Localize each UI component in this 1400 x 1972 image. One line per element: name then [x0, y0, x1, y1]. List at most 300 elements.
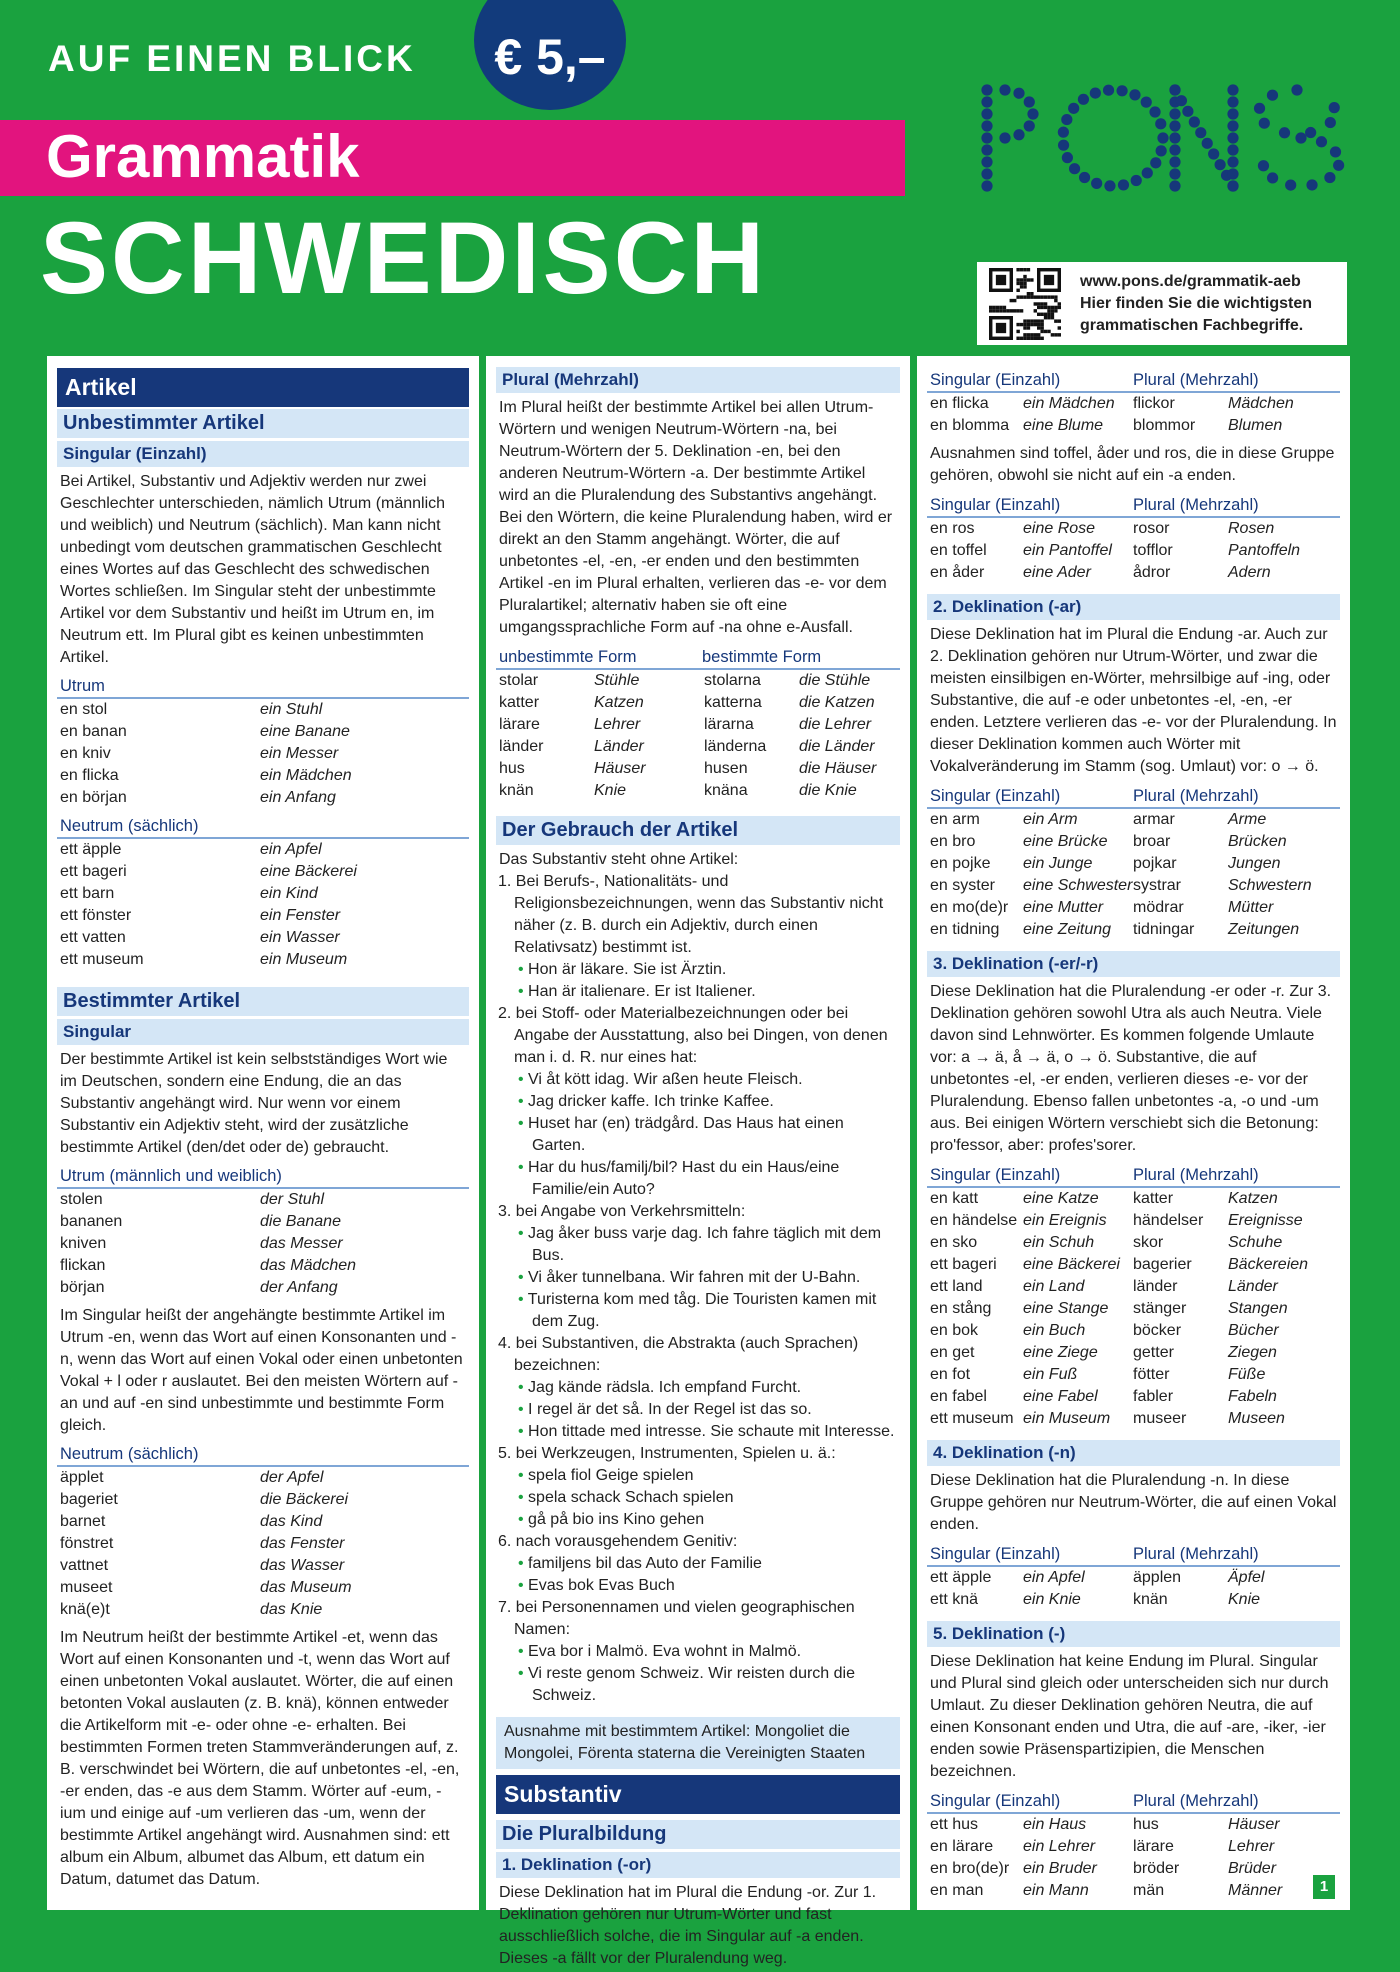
- header-cell: Plural (Mehrzahl): [1133, 371, 1259, 389]
- example-item: • Vi reste genom Schweiz. Wir reisten durch die Schweiz.: [496, 1663, 900, 1707]
- logo-dot: [1330, 146, 1341, 157]
- paragraph: Der bestimmte Artikel ist kein selbstständiges Wort wie im Deutschen, sondern eine Endung, die an das Substantiv angehängt wird. Nur wenn vor einem Substantiv ein Adjektiv steht, wird der zusätzliche bestimmte Artikel (den/det oder de) gebraucht.: [60, 1051, 448, 1156]
- logo-dot: [1068, 103, 1079, 114]
- table-cell: länderna: [704, 738, 767, 755]
- table-row: [60, 1533, 467, 1555]
- table-cell: eine Katze: [1023, 1190, 1099, 1207]
- qr-cell: [1037, 337, 1040, 340]
- header-cell: Plural (Mehrzahl): [1133, 787, 1259, 805]
- qr-cell: [996, 275, 1006, 285]
- table-row: [499, 670, 898, 692]
- table-cell: Katzen: [594, 694, 644, 711]
- logo-dot: [1141, 97, 1152, 108]
- table-row: [60, 927, 467, 949]
- table-cell: Museen: [1228, 1410, 1285, 1427]
- logo-dot: [1091, 178, 1102, 189]
- table-cell: Mädchen: [1228, 395, 1294, 412]
- qr-cell: [1030, 292, 1033, 295]
- logo-dot: [1227, 108, 1238, 119]
- table-row: [930, 1814, 1338, 1836]
- table-cell: stolen: [60, 1191, 103, 1208]
- table-cell: eine Schwester: [1023, 877, 1133, 894]
- qr-cell: [1030, 319, 1033, 322]
- table-cell: eine Blume: [1023, 417, 1104, 434]
- example-item: • Han är italienare. Er ist Italiener.: [496, 981, 900, 1003]
- qr-cell: [1054, 319, 1057, 322]
- logo-dot: [1227, 156, 1238, 167]
- example-item: • Jag kände rädsla. Ich empfand Furcht.: [496, 1377, 900, 1399]
- logo-dot: [1325, 117, 1336, 128]
- table-cell: bananen: [60, 1213, 123, 1230]
- table-cell: en händelse: [930, 1212, 1018, 1229]
- exception-note: Ausnahme mit bestimmtem Artikel: Mongoliet die Mongolei, Förenta staterna die Vereinigten Staaten: [496, 1717, 900, 1769]
- table-row: [60, 1577, 467, 1599]
- table-row: [60, 1555, 467, 1577]
- logo-dot: [1182, 106, 1193, 117]
- table-row: [930, 919, 1338, 941]
- table-row: [930, 1254, 1338, 1276]
- qr-cell: [989, 268, 992, 292]
- table-row: [930, 393, 1338, 415]
- qr-cell: [1047, 330, 1050, 333]
- qr-cell: [1027, 268, 1030, 271]
- logo-dot: [1291, 84, 1302, 95]
- header-cell: Singular (Einzahl): [930, 496, 1061, 514]
- header-cell: bestimmte Form: [702, 648, 822, 666]
- qr-cell: [1030, 278, 1033, 281]
- section-heading: Artikel: [57, 368, 469, 407]
- table-row: [930, 415, 1338, 437]
- logo-dot: [1267, 172, 1278, 183]
- table-cell: en arm: [930, 811, 980, 828]
- example-item: • Eva bor i Malmö. Eva wohnt in Malmö.: [496, 1641, 900, 1663]
- table-cell: Stangen: [1228, 1300, 1288, 1317]
- table-cell: en början: [60, 789, 127, 806]
- qr-cell: [1023, 275, 1026, 278]
- qr-cell: [1037, 333, 1040, 336]
- paragraph: Im Neutrum heißt der bestimmte Artikel -et, wenn das Wort auf einen Konsonanten und -t, wenn das Wort auf einen unbetonten Vokal auslautet. Wörter, die auf einen betonten Vokal auslauten (z. B. knä), können entweder die Artikelform mit -e- oder ohne -e- erhalten. Bei bestimmten Formen treten Stammveränderungen auf, z. B. verschwindet bei Wörtern, die auf unbetontes -el, -en, -er enden, das -e aus dem Stamm. Wörter auf -eum, -ium und einige auf -um verlieren das -um, wenn der bestimmte Artikel angehängt wird. Ausnahmen sind: ett album ein Album, albumet das Album, ett datum ein Datum, datumet das Datum.: [60, 1629, 460, 1888]
- qr-cell: [996, 306, 999, 309]
- list-item: 2. bei Stoff- oder Materialbezeichnungen oder bei Angabe der Ausstattung, also bei Dingen, von denen man i. d. R. nur eines hat:: [498, 1005, 888, 1066]
- table-cell: Stühle: [594, 672, 640, 689]
- table-row: [499, 736, 898, 758]
- table-row: [930, 1386, 1338, 1408]
- qr-cell: [1044, 330, 1047, 333]
- table-row: [499, 758, 898, 780]
- table-cell: ett äpple: [60, 841, 122, 858]
- qr-cell: [1058, 326, 1061, 329]
- table-cell: fötter: [1133, 1366, 1170, 1383]
- table-cell: ein Museum: [1023, 1410, 1111, 1427]
- qr-cell: [1054, 333, 1057, 336]
- table-cell: ett äpple: [930, 1569, 992, 1586]
- qr-cell: [1030, 337, 1033, 340]
- qr-cell: [1023, 333, 1026, 336]
- logo-dot: [1169, 132, 1180, 143]
- table-cell: Ziegen: [1228, 1344, 1277, 1361]
- table-cell: die Katzen: [799, 694, 875, 711]
- qr-cell: [1034, 323, 1037, 326]
- logo-dot: [1142, 167, 1153, 178]
- table-cell: das Knie: [260, 1601, 323, 1618]
- qr-cell: [1034, 309, 1037, 312]
- table-cell: eine Zeitung: [1023, 921, 1112, 938]
- table-row: [930, 1858, 1338, 1880]
- logo-dot: [1149, 106, 1160, 117]
- table-cell: en bok: [930, 1322, 979, 1339]
- table-header: [496, 645, 900, 670]
- table-cell: eine Mutter: [1023, 899, 1104, 916]
- qr-cell: [1023, 268, 1026, 271]
- declension-table: [927, 809, 1340, 943]
- logo-dot: [1169, 108, 1180, 119]
- logo-dot: [1027, 108, 1038, 119]
- subheading: 2. Deklination (-ar): [927, 594, 1340, 620]
- table-cell: ein Mann: [1023, 1882, 1089, 1899]
- qr-cell: [1034, 302, 1037, 305]
- table-cell: en ros: [930, 520, 975, 537]
- subheading: 4. Deklination (-n): [927, 1440, 1340, 1466]
- example-item: • Jag dricker kaffe. Ich trinke Kaffee.: [496, 1091, 900, 1113]
- qr-cell: [1034, 337, 1037, 340]
- example-item: • Evas bok Evas Buch: [496, 1575, 900, 1597]
- table-cell: bröder: [1133, 1860, 1180, 1877]
- table-cell: Brücken: [1228, 833, 1287, 850]
- table-row: [930, 1320, 1338, 1342]
- table-cell: ein Wasser: [260, 929, 340, 946]
- logo-dot: [1013, 129, 1024, 140]
- logo-dot: [1079, 172, 1090, 183]
- qr-cell: [1047, 306, 1050, 309]
- logo-dot: [1227, 132, 1238, 143]
- qr-cell: [1040, 313, 1043, 316]
- qr-cell: [1020, 285, 1023, 288]
- table-cell: en fot: [930, 1366, 971, 1383]
- paragraph: Diese Deklination hat keine Endung im Plural. Singular und Plural sind gleich oder unterscheiden sich nur durch Umlaut. Zu dieser Deklination gehören Neutra, die auf einen Konsonant enden und Utra, die auf -are, -iker, -ier enden sowie Präsenspartizipien, die Menschen bezeichnen.: [930, 1653, 1329, 1780]
- table-cell: stolar: [499, 672, 539, 689]
- qr-cell: [1037, 313, 1040, 316]
- qr-cell: [1044, 302, 1047, 305]
- table-cell: en kniv: [60, 745, 111, 762]
- qr-cell: [1020, 309, 1023, 312]
- table-cell: ett museum: [60, 951, 144, 968]
- logo-dot: [1062, 152, 1073, 163]
- qr-cell: [1027, 278, 1030, 281]
- qr-cell: [996, 309, 999, 312]
- table-cell: ein Haus: [1023, 1816, 1087, 1833]
- table-cell: en lärare: [930, 1838, 994, 1855]
- qr-cell: [1016, 278, 1019, 281]
- table-cell: museer: [1133, 1410, 1187, 1427]
- table-cell: en blomma: [930, 417, 1010, 434]
- subheading: 1. Deklination (-or): [496, 1852, 900, 1878]
- logo-dot: [981, 156, 992, 167]
- logo-dot: [1058, 140, 1069, 151]
- table-cell: der Stuhl: [260, 1191, 325, 1208]
- qr-cell: [1023, 323, 1026, 326]
- table-cell: eine Fabel: [1023, 1388, 1098, 1405]
- qr-cell: [1040, 306, 1043, 309]
- qr-cell: [1051, 313, 1054, 316]
- table-cell: lärare: [1133, 1838, 1174, 1855]
- page-number: 1: [1313, 1875, 1335, 1899]
- logo-dot: [1169, 84, 1180, 95]
- table-cell: ett land: [930, 1278, 983, 1295]
- word-table: [57, 839, 469, 973]
- logo-dot: [1189, 116, 1200, 127]
- table-cell: ett fönster: [60, 907, 132, 924]
- cover-header: [0, 0, 1400, 350]
- paragraph: Diese Deklination hat die Pluralendung -n. In diese Gruppe gehören nur Neutrum-Wörter, die auf einen Vokal enden.: [930, 1472, 1337, 1533]
- example-item: • Turisterna kom med tåg. Die Touristen kamen mit dem Zug.: [496, 1289, 900, 1333]
- table-row: [930, 1408, 1338, 1430]
- table-row: [60, 1277, 467, 1299]
- logo-dot: [1157, 132, 1168, 143]
- table-cell: Länder: [594, 738, 644, 755]
- table-cell: Schwestern: [1228, 877, 1312, 894]
- table-row: [930, 1232, 1338, 1254]
- table-row: [930, 831, 1338, 853]
- table-row: [60, 1211, 467, 1233]
- table-row: [930, 853, 1338, 875]
- table-cell: das Mädchen: [260, 1257, 357, 1274]
- example-item: • familjens bil das Auto der Familie: [496, 1553, 900, 1575]
- subheading: 5. Deklination (-): [927, 1621, 1340, 1647]
- qr-cell: [1054, 306, 1057, 309]
- table-row: [930, 875, 1338, 897]
- table-cell: Katzen: [1228, 1190, 1278, 1207]
- qr-cell: [1044, 316, 1047, 319]
- header-cell: Singular (Einzahl): [930, 1545, 1061, 1563]
- qr-cell: [1016, 295, 1019, 298]
- table-header: [927, 784, 1340, 809]
- qr-cell: [1016, 309, 1019, 312]
- table-row: [930, 1276, 1338, 1298]
- table-cell: en åder: [930, 564, 985, 581]
- paragraph: Ausnahmen sind toffel, åder und ros, die in diese Gruppe gehören, obwohl sie nicht auf ein -a enden.: [930, 445, 1335, 484]
- qr-cell: [1047, 295, 1050, 298]
- header-cell: unbestimmte Form: [499, 648, 637, 666]
- qr-cell: [1034, 295, 1037, 298]
- table-cell: getter: [1133, 1344, 1174, 1361]
- logo-dot: [981, 180, 992, 191]
- table-cell: armar: [1133, 811, 1175, 828]
- table-cell: ein Mädchen: [260, 767, 352, 784]
- table-row: [60, 839, 467, 861]
- table-cell: Rosen: [1228, 520, 1275, 537]
- table-cell: systrar: [1133, 877, 1181, 894]
- logo-dot: [999, 84, 1010, 95]
- logo-dot: [1227, 180, 1238, 191]
- qr-cell: [1054, 299, 1057, 302]
- table-cell: Länder: [1228, 1278, 1278, 1295]
- qr-cell: [1027, 292, 1030, 295]
- logo-dot: [1295, 132, 1306, 143]
- paragraph: Bei Artikel, Substantiv und Adjektiv werden nur zwei Geschlechter unterschieden, nämlich Utrum (männlich und weiblich) und Neutrum (sächlich). Man kann nicht unbedingt vom deutschen grammatischen Geschlecht eines Wortes auf das Geschlecht des schwedischen Wortes schließen. Im Singular steht der unbestimmte Artikel vor dem Substantiv und heißt im Utrum en, im Neutrum ett. Im Plural gibt es keinen unbestimmten Artikel.: [60, 473, 446, 666]
- logo-dot: [1215, 159, 1226, 170]
- table-cell: ein Messer: [260, 745, 339, 762]
- table-row: [60, 743, 467, 765]
- table-cell: knän: [1133, 1591, 1168, 1608]
- table-header: [927, 493, 1340, 518]
- table-cell: skor: [1133, 1234, 1164, 1251]
- list-item: 6. nach vorausgehendem Genitiv:: [498, 1533, 738, 1550]
- table-cell: böcker: [1133, 1322, 1182, 1339]
- table-row: [60, 905, 467, 927]
- table-row: [60, 787, 467, 809]
- logo-dot: [1258, 160, 1269, 171]
- qr-cell: [1023, 337, 1026, 340]
- qr-cell: [1010, 268, 1013, 292]
- table-cell: ein Land: [1023, 1278, 1085, 1295]
- table-cell: ein Stuhl: [260, 701, 323, 718]
- qr-cell: [1016, 268, 1019, 271]
- header-cell: Singular (Einzahl): [930, 1166, 1061, 1184]
- qr-cell: [1023, 285, 1026, 288]
- subheading: Plural (Mehrzahl): [496, 367, 900, 393]
- table-row: [60, 949, 467, 971]
- qr-cell: [1044, 313, 1047, 316]
- table-cell: Mütter: [1228, 899, 1274, 916]
- header-cell: Singular (Einzahl): [930, 371, 1061, 389]
- word-table: [57, 1467, 469, 1623]
- table-cell: hus: [1133, 1816, 1159, 1833]
- logo-dot: [1316, 136, 1327, 147]
- qr-cell: [1037, 306, 1040, 309]
- qr-cell: [1058, 306, 1061, 309]
- table-cell: en toffel: [930, 542, 987, 559]
- table-row: [930, 1589, 1338, 1611]
- table-cell: ein Junge: [1023, 855, 1093, 872]
- qr-text: [1080, 271, 1312, 337]
- page-title: Grammatik: [46, 123, 360, 190]
- table-cell: en sko: [930, 1234, 978, 1251]
- qr-cell: [989, 268, 1013, 271]
- qr-cell: [1058, 319, 1061, 322]
- table-cell: das Museum: [260, 1579, 352, 1596]
- table-cell: lärare: [499, 716, 540, 733]
- logo-dot: [1104, 180, 1115, 191]
- qr-cell: [1010, 316, 1013, 340]
- logo-dot: [981, 84, 992, 95]
- qr-cell: [1044, 295, 1047, 298]
- qr-cell: [1037, 302, 1040, 305]
- qr-cell: [1027, 323, 1030, 326]
- logo-dot: [1156, 145, 1167, 156]
- logo-dot: [1169, 120, 1180, 131]
- table-cell: eine Ader: [1023, 564, 1091, 581]
- logo-dot: [1024, 120, 1035, 131]
- table-cell: tofflor: [1133, 542, 1173, 559]
- paragraph: Das Substantiv steht ohne Artikel:: [499, 851, 739, 868]
- table-cell: bagerier: [1133, 1256, 1192, 1273]
- table-cell: ein Mädchen: [1023, 395, 1115, 412]
- table-row: [60, 1233, 467, 1255]
- table-cell: Häuser: [594, 760, 646, 777]
- qr-cell: [1016, 289, 1019, 292]
- table-cell: händelser: [1133, 1212, 1204, 1229]
- table-cell: hus: [499, 760, 525, 777]
- section-heading: Substantiv: [496, 1775, 900, 1814]
- logo-dot: [981, 144, 992, 155]
- logo-dot: [1254, 103, 1265, 114]
- table-cell: ein Museum: [260, 951, 348, 968]
- table-cell: die Knie: [799, 782, 857, 799]
- qr-cell: [1023, 278, 1026, 281]
- table-row: [60, 1255, 467, 1277]
- qr-cell: [1054, 309, 1057, 312]
- table-row: [60, 861, 467, 883]
- logo-dot: [1058, 127, 1069, 138]
- qr-code-icon[interactable]: [989, 268, 1061, 340]
- table-cell: en banan: [60, 723, 127, 740]
- logo-dot: [1176, 95, 1187, 106]
- logo-dot: [1267, 90, 1278, 101]
- url-text-1: Hier finden Sie die wichtigsten: [1080, 295, 1313, 312]
- logo-dot: [1202, 138, 1213, 149]
- list-item: 7. bei Personennamen und vielen geographischen Namen:: [498, 1599, 855, 1638]
- qr-cell: [1013, 309, 1016, 312]
- logo-dot: [1155, 118, 1166, 129]
- table-row: [930, 1880, 1338, 1902]
- qr-cell: [1054, 295, 1057, 298]
- table-cell: ein Anfang: [260, 789, 336, 806]
- url-link[interactable]: www.pons.de/grammatik-aeb: [1080, 273, 1301, 290]
- qr-cell: [1037, 268, 1061, 271]
- table-cell: knäna: [704, 782, 748, 799]
- logo-dot: [1116, 85, 1127, 96]
- qr-cell: [1040, 302, 1043, 305]
- table-row: [930, 540, 1338, 562]
- usage-list: [496, 871, 900, 1707]
- qr-cell: [999, 309, 1002, 312]
- qr-info-box[interactable]: [977, 262, 1347, 345]
- table-cell: die Bäckerei: [260, 1491, 349, 1508]
- table-row: [499, 692, 898, 714]
- table-cell: ett museum: [930, 1410, 1014, 1427]
- table-cell: ein Ereignis: [1023, 1212, 1107, 1229]
- table-label: Utrum (männlich und weiblich): [57, 1164, 469, 1189]
- table-row: [60, 1511, 467, 1533]
- logo-dot: [1329, 102, 1340, 113]
- table-row: [60, 883, 467, 905]
- logo-dot: [1150, 157, 1161, 168]
- table-cell: ein Pantoffel: [1023, 542, 1112, 559]
- table-row: [60, 1489, 467, 1511]
- example-item: • Har du hus/familj/bil? Hast du ein Haus/eine Familie/ein Auto?: [496, 1157, 900, 1201]
- example-item: • spela fiol Geige spielen: [496, 1465, 900, 1487]
- qr-cell: [1037, 289, 1061, 292]
- logo-dot: [1306, 179, 1317, 190]
- table-cell: katterna: [704, 694, 762, 711]
- qr-cell: [1027, 326, 1030, 329]
- qr-cell: [992, 309, 995, 312]
- subsection-heading: Der Gebrauch der Artikel: [496, 816, 900, 845]
- qr-cell: [1027, 337, 1030, 340]
- logo-dot: [981, 132, 992, 143]
- table-cell: knän: [499, 782, 534, 799]
- qr-cell: [999, 306, 1002, 309]
- table-cell: ein Apfel: [260, 841, 322, 858]
- table-cell: en mo(de)r: [930, 899, 1009, 916]
- table-cell: Häuser: [1228, 1816, 1280, 1833]
- paragraph: Diese Deklination hat im Plural die Endung -ar. Auch zur 2. Deklination gehören nur Utrum-Wörter, und zwar die meisten einsilbigen en-Wörter, mehrsilbige auf -ing, oder Substantive, die auf -e oder unbetontes -el, -en, -er enden. Letztere verlieren das -e- vor der Pluralendung. In dieser Deklination kommen auch Wörter mit Vokalveränderung im Stamm (sog. Umlaut) vor: o → ö.: [930, 626, 1337, 775]
- table-cell: mödrar: [1133, 899, 1184, 916]
- paragraph: Diese Deklination hat die Pluralendung -er oder -r. Zur 3. Deklination gehören sowohl Utra als auch Neutra. Viele davon sind Lehnwörter. Es kommen folgende Umlaute vor: a → ä, å → ä, o → ö. Substantive, die auf unbetontes -el, -er enden, verlieren dieses -e- vor der Pluralendung. Ebenso fallen unbetontes -a, -o und -um aus. Bei einigen Wörtern verschiebt sich die Betonung: pro'fessor, aber: profes'sorer.: [930, 983, 1332, 1154]
- qr-cell: [1016, 337, 1019, 340]
- table-row: [499, 714, 898, 736]
- table-row: [930, 518, 1338, 540]
